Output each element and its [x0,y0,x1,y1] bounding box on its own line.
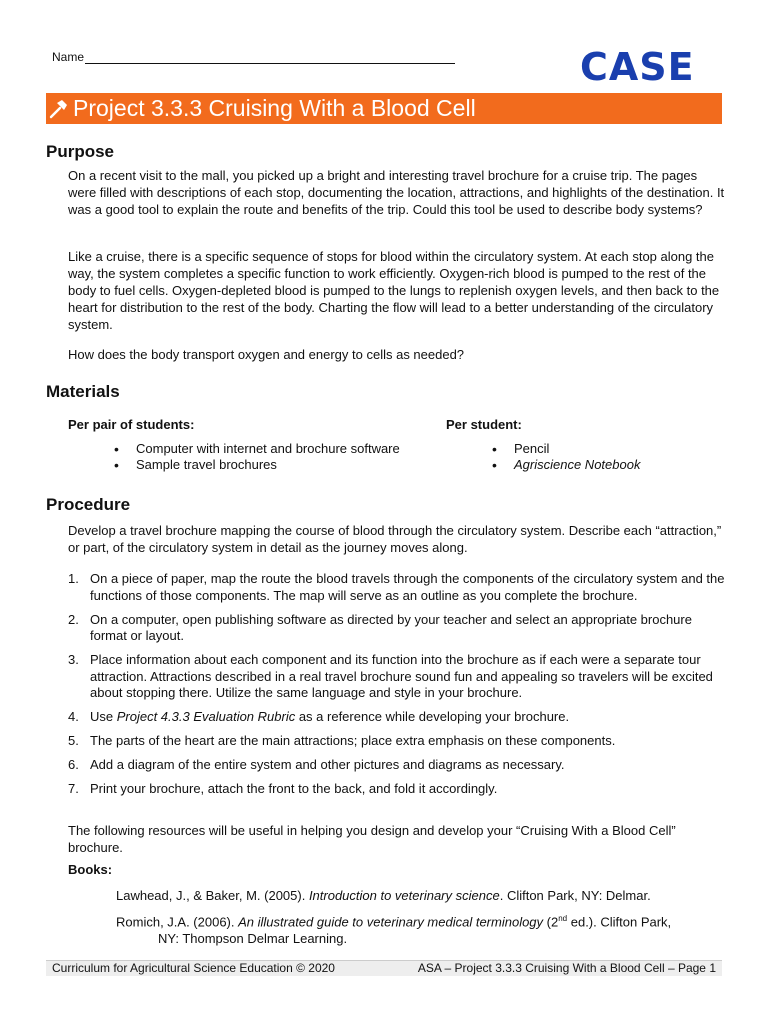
procedure-intro: Develop a travel brochure mapping the course of blood through the circulatory system. Describe each “attraction,” or part, of the circulatory system in detail as the journey moves along. [68,523,722,555]
procedure-step [68,781,728,798]
procedure-step [68,757,728,774]
footer-copyright: Curriculum for Agricultural Science Education © 2020 [52,961,335,975]
name-underline[interactable] [85,51,455,64]
step-text: On a computer, open publishing software as directed by your teacher and select an appropriate brochure format or layout. [90,611,692,643]
step-number: 5. [68,733,79,748]
purpose-question: How does the body transport oxygen and energy to cells as needed? [68,347,465,362]
book-title: An illustrated guide to veterinary medical terminology [238,914,544,930]
step-text: On a piece of paper, map the route the blood travels through the components of the circulatory system and the functions of those components. The map will serve as an outline as you complete the brochure. [90,571,725,603]
name-label: Name [52,50,85,64]
step-number: 1. [68,571,79,586]
step-number: 3. [68,652,79,667]
procedure-step [68,709,728,726]
step-number: 4. [68,709,79,724]
per-pair-heading: Per pair of students: [68,417,195,432]
notebook-title: Agriscience Notebook [514,457,641,472]
procedure-steps [68,571,728,805]
step-number: 6. [68,757,79,772]
step-text: Place information about each component and its function into the brochure as if each were a separate tour attraction. Attractions described in a real travel brochure sound fun and appealing so travelers will be excited about stopping there. Utilize the same language and style in your brochure. [90,652,713,700]
per-pair-list [114,441,400,473]
hammer-icon [47,98,69,120]
book-title: Introduction to veterinary science [308,888,500,903]
per-student-list [492,441,640,473]
step-text: Use Project 4.3.3 Evaluation Rubric as a reference while developing your brochure. [90,709,570,724]
purpose-paragraph-2: Like a cruise, there is a specific sequence of stops for blood within the circulatory system. At each stop along the way, the system completes a specific function to work efficiently. Oxygen-rich blood is pumped to the rest of the body to fuel cells. Oxygen-depleted blood is pumped to the lungs to replenish oxygen levels, and then back to the heart for distribution to the rest of the body. Charting the flow will lead to a better understanding of the circulatory system. [68,249,720,332]
procedure-heading: Procedure [46,495,131,514]
procedure-step [68,652,728,702]
per-student-heading: Per student: [446,417,522,432]
materials-heading: Materials [46,382,120,401]
page-title: Project 3.3.3 Cruising With a Blood Cell [73,95,476,121]
name-field[interactable] [52,50,455,64]
title-bar [46,93,722,124]
resources-paragraph: The following resources will be useful in helping you design and develop your “Cruising With a Blood Cell” brochure. [68,823,676,855]
list-item [492,457,640,473]
list-item: • Computer with internet and brochure software [114,441,400,457]
books-heading: Books: [68,862,113,877]
procedure-step [68,612,728,645]
purpose-paragraph-1: On a recent visit to the mall, you picked up a bright and interesting travel brochure for a cruise trip. The pages were filled with descriptions of each stop, documenting the location, attractions, and highlights of the destination. It was a good tool to explain the route and benefits of the trip. Could this tool be used to describe body systems? [68,168,725,217]
step-number: 2. [68,611,79,627]
step-text: The parts of the heart are the main attractions; place extra emphasis on these components. [90,733,616,748]
case-logo: CASE [580,45,695,89]
procedure-step [68,571,728,604]
step-text: Add a diagram of the entire system and other pictures and diagrams as necessary. [90,757,565,772]
list-item: • Sample travel brochures [114,457,400,473]
rubric-title: Project 4.3.3 Evaluation Rubric [116,709,296,724]
book-citation-2: Romich, J.A. (2006). An illustrated guide to veterinary medical terminology (2nd ed.). Clifton Park, NY: Thompson Delmar Learning. [116,914,672,947]
footer-page-info: ASA – Project 3.3.3 Cruising With a Blood Cell – Page 1 [417,961,716,975]
step-number: 7. [68,781,79,796]
list-item: • Pencil [492,441,640,457]
procedure-step [68,733,728,750]
step-text: Print your brochure, attach the front to the back, and fold it accordingly. [90,781,498,796]
book-citation-1: Lawhead, J., & Baker, M. (2005). Introduction to veterinary science. Clifton Park, NY: Delmar. [116,888,651,903]
purpose-heading: Purpose [46,142,115,161]
